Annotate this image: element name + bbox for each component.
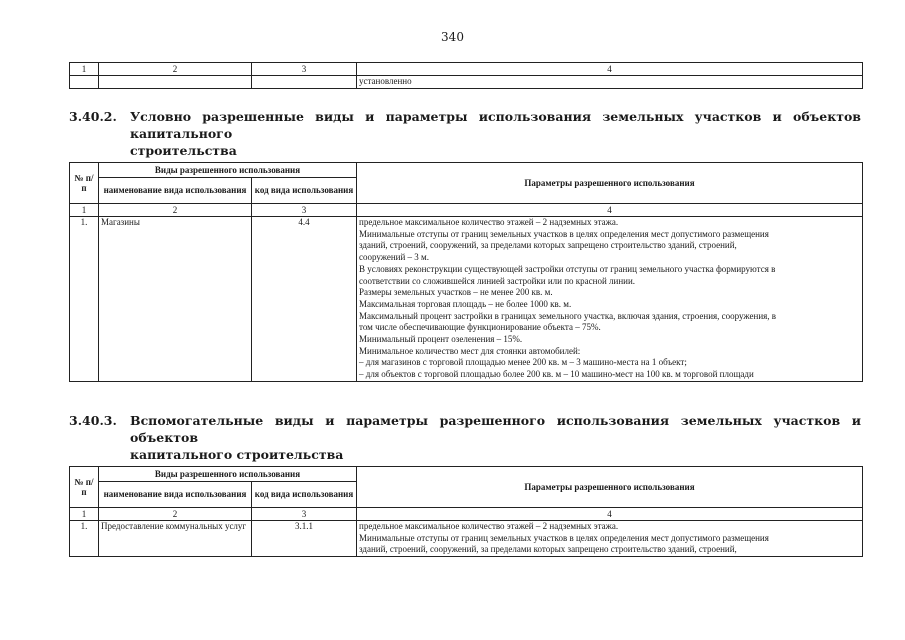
- use-name: Предоставление коммунальных услуг: [99, 521, 252, 557]
- permitted-use-table: [69, 162, 863, 382]
- header-code: код вида использования: [252, 482, 357, 508]
- table-row: [70, 217, 863, 382]
- column-number-row: [70, 508, 863, 521]
- column-number: 1: [70, 508, 99, 521]
- param-line: соответствии со сложившейся линией застройки или по красной линии.: [359, 275, 636, 286]
- section-title-line: Условно разрешенные виды и параметры использования земельных участков и объектов капитального: [130, 109, 861, 141]
- row-number: 1.: [70, 217, 99, 382]
- table-row: [70, 76, 863, 89]
- auxiliary-use-table: [69, 466, 863, 557]
- use-name: Магазины: [99, 217, 252, 382]
- column-number: 2: [99, 63, 252, 76]
- column-number-row: [70, 63, 863, 76]
- column-number-row: [70, 204, 863, 217]
- header-name: наименование вида использования: [99, 178, 252, 204]
- section-title-line: капитального строительства: [130, 447, 344, 462]
- header-params: Параметры разрешенного использования: [357, 163, 863, 204]
- column-number: 2: [99, 204, 252, 217]
- section-number: 3.40.2.: [69, 109, 117, 124]
- column-number: 4: [357, 508, 863, 521]
- column-number: 2: [99, 508, 252, 521]
- row-number: 1.: [70, 521, 99, 557]
- param-line: том числе обеспечивающие функционирование объекта – 75%.: [359, 322, 601, 333]
- param-line: Максимальная торговая площадь – не более 1000 кв. м.: [359, 298, 572, 309]
- params-cell: [357, 217, 863, 382]
- header-name: наименование вида использования: [99, 482, 252, 508]
- section-heading: [69, 412, 861, 463]
- param-line: – для объектов с торговой площадью более 200 кв. м – 10 машино-мест на 100 кв. м торговой площади: [359, 369, 754, 380]
- params-cell: [357, 521, 863, 557]
- param-line: зданий, строений, сооружений, за пределами которых запрещено строительство зданий, строений,: [359, 544, 737, 555]
- param-line: Минимальные отступы от границ земельных участков в целях определения мест допустимого размещения: [359, 228, 769, 239]
- column-number: 3: [252, 204, 357, 217]
- continuation-table: [69, 62, 863, 89]
- column-number: 4: [357, 204, 863, 217]
- section-title-line: строительства: [130, 143, 237, 158]
- table-row: [70, 521, 863, 557]
- section-title-line: Вспомогательные виды и параметры разрешенного использования земельных участков и объектов: [130, 413, 861, 445]
- param-line: Минимальные отступы от границ земельных участков в целях определения мест допустимого размещения: [359, 532, 769, 543]
- column-number: 3: [252, 63, 357, 76]
- column-number: 3: [252, 508, 357, 521]
- param-line: предельное максимальное количество этажей – 2 надземных этажа.: [359, 217, 619, 227]
- section-number: 3.40.3.: [69, 413, 117, 428]
- header-no: № п/п: [70, 163, 99, 204]
- header-group: Виды разрешенного использования: [99, 467, 357, 482]
- use-code: 3.1.1: [252, 521, 357, 557]
- param-line: – для магазинов с торговой площадью менее 200 кв. м – 3 машино-места на 1 объект;: [359, 357, 687, 368]
- param-line: Минимальное количество мест для стоянки автомобилей:: [359, 345, 581, 356]
- header-code: код вида использования: [252, 178, 357, 204]
- column-number: 1: [70, 204, 99, 217]
- header-group: Виды разрешенного использования: [99, 163, 357, 178]
- param-line: сооружений – 3 м.: [359, 252, 429, 263]
- section-heading: [69, 108, 861, 159]
- param-line: Минимальный процент озеленения – 15%.: [359, 334, 523, 345]
- column-number: 1: [70, 63, 99, 76]
- use-code: 4.4: [252, 217, 357, 382]
- header-no: № п/п: [70, 467, 99, 508]
- param-line: Максимальный процент застройки в границах земельного участка, включая здания, строения, сооружения, в: [359, 310, 777, 321]
- param-line: зданий, строений, сооружений, за пределами которых запрещено строительство зданий, строений,: [359, 240, 737, 251]
- param-line: предельное максимальное количество этажей – 2 надземных этажа.: [359, 521, 619, 531]
- column-number: 4: [357, 63, 863, 76]
- param-line: В условиях реконструкции существующей застройки отступы от границ земельного участка формируются в: [359, 263, 776, 274]
- params-cell: установленно: [357, 76, 863, 89]
- page-number: 340: [441, 30, 464, 44]
- header-params: Параметры разрешенного использования: [357, 467, 863, 508]
- param-line: Размеры земельных участков – не менее 200 кв. м.: [359, 287, 553, 298]
